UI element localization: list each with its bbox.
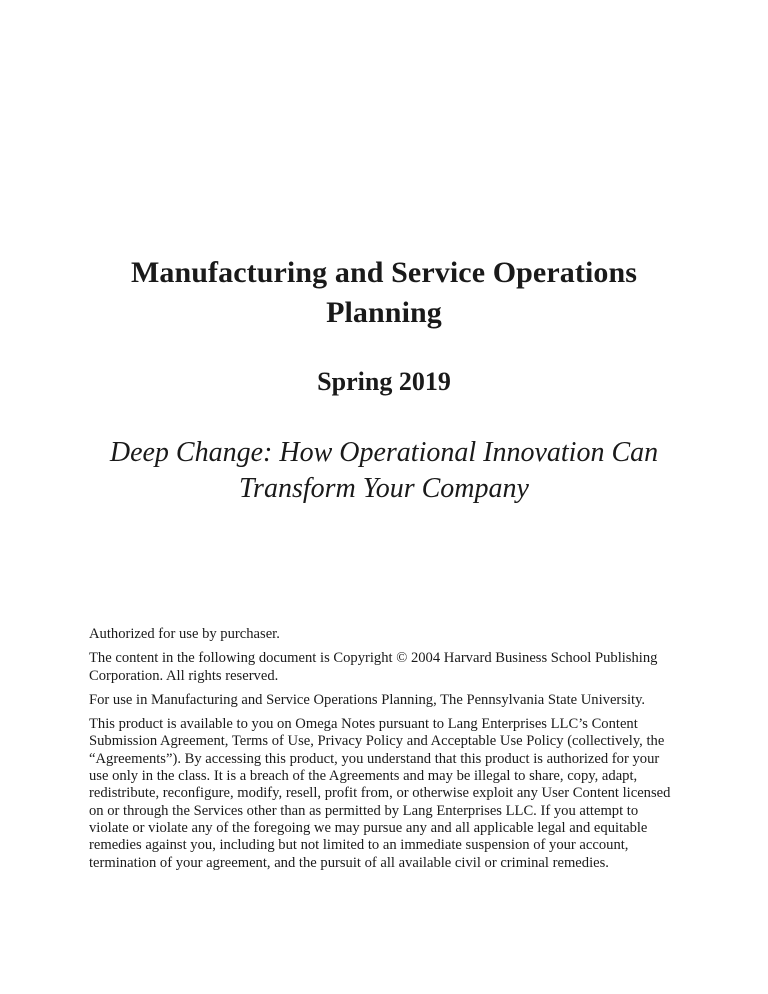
notice-paragraph: For use in Manufacturing and Service Operations Planning, The Pennsylvania State University.	[89, 691, 646, 708]
page-title-line-1: Manufacturing and Service Operations	[130, 256, 638, 289]
legal-notice-block	[89, 626, 679, 872]
notice-paragraph: The content in the following document is Copyright © 2004 Harvard Business School Publishing Corporation. All rights reserved.	[89, 650, 658, 684]
page-title-line-2: Planning	[326, 295, 442, 329]
subtitle-block	[89, 435, 679, 508]
document-subtitle	[89, 435, 679, 508]
notice-paragraph: This product is available to you on Omega Notes pursuant to Lang Enterprises LLC’s Content Submission Agreement, Terms of Use, Privacy Policy and Acceptable Use Policy (collectively, the “Agreements”). By accessing this product, you understand that this product is authorized for your use only in the class. It is a breach of the Agreements and may be illegal to share, copy, adapt, redistribute, reconfigure, modify, resell, profit from, or otherwise exploit any User Content licensed on or through the Services other than as permitted by Lang Enterprises LLC. If you attempt to violate or violate any of the foregoing we may pursue any and all applicable legal and equitable remedies against you, including but not limited to an immediate suspension of your account, termination of your agreement, and the pursuit of all available civil or criminal remedies.	[89, 716, 671, 871]
course-term: Spring 2019	[317, 367, 451, 397]
page-title	[89, 253, 679, 332]
document-subtitle-line-1: Deep Change: How Operational Innovation	[109, 437, 605, 468]
title-block	[89, 253, 679, 399]
document-subtitle-line-2: Can Transform Your Company	[239, 437, 659, 505]
notice-paragraph: Authorized for use by purchaser.	[89, 626, 280, 642]
